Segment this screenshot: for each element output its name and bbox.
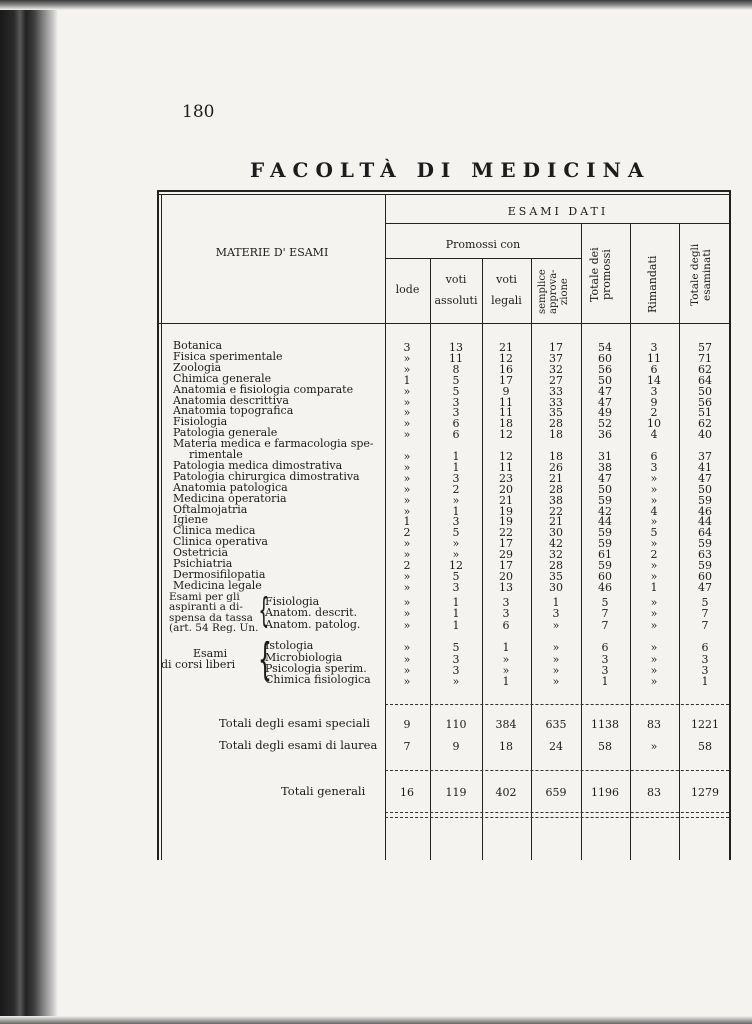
table-cell: 31 bbox=[598, 450, 612, 463]
table-cell: 3 bbox=[552, 607, 560, 621]
row-label: Fisica sperimentale bbox=[173, 349, 283, 363]
table-cell: 1 bbox=[452, 504, 460, 518]
table-cell: » bbox=[403, 675, 411, 689]
table-cell: 18 bbox=[499, 417, 513, 431]
table-cell: 42 bbox=[598, 504, 612, 518]
row-label: Patologia medica dimostrativa bbox=[173, 458, 343, 472]
table-cell: 16 bbox=[400, 786, 414, 799]
table-cell: » bbox=[650, 607, 658, 621]
table-cell: 6 bbox=[650, 450, 658, 463]
table-cell: 3 bbox=[502, 607, 510, 621]
table-cell: » bbox=[403, 450, 411, 463]
table-cell: » bbox=[650, 652, 658, 666]
table-cell: 59 bbox=[598, 493, 612, 507]
table-cell: 59 bbox=[598, 526, 612, 540]
table-cell: 47 bbox=[598, 384, 612, 398]
group-row-label: Istologia bbox=[265, 639, 314, 653]
table-cell: 5 bbox=[452, 641, 460, 655]
table-cell: » bbox=[452, 537, 460, 551]
table-cell: » bbox=[650, 569, 658, 583]
table-cell: 3 bbox=[650, 384, 658, 398]
table-cell: » bbox=[650, 559, 658, 572]
table-cell: 63 bbox=[698, 548, 712, 562]
table-cell: » bbox=[650, 595, 658, 609]
group-row-label: Microbiologia bbox=[265, 650, 343, 664]
table-cell: 11 bbox=[647, 351, 661, 365]
table-cell: 19 bbox=[499, 515, 513, 529]
table-cell: 21 bbox=[549, 471, 563, 485]
table-cell: » bbox=[403, 384, 411, 398]
table-cell: 1 bbox=[452, 607, 460, 621]
table-cell: 16 bbox=[499, 362, 513, 376]
header-voti-legali-1: voti bbox=[496, 273, 517, 286]
group-row-label: Anatom. descrit. bbox=[265, 606, 358, 620]
table-cell: 7 bbox=[701, 618, 709, 632]
table-cell: 61 bbox=[598, 548, 612, 562]
group-description: di corsi liberi bbox=[161, 658, 236, 672]
table-cell: 3 bbox=[650, 341, 658, 354]
table-cell: 9 bbox=[403, 718, 411, 731]
table-rule bbox=[385, 704, 729, 705]
table-cell: 18 bbox=[549, 428, 563, 442]
table-cell: 659 bbox=[545, 786, 567, 799]
table-cell: 14 bbox=[647, 373, 661, 387]
table-cell: 56 bbox=[598, 362, 612, 376]
header-voti-assoluti-2: assoluti bbox=[434, 294, 478, 307]
row-label: Zoologia bbox=[173, 360, 222, 374]
table-cell: 3 bbox=[650, 460, 658, 474]
table-cell: » bbox=[403, 595, 411, 609]
table-cell: 50 bbox=[698, 482, 712, 496]
row-label: Clinica medica bbox=[173, 524, 256, 538]
table-top-rule bbox=[157, 190, 731, 192]
table-cell: 384 bbox=[495, 718, 517, 731]
row-label: Anatomia topografica bbox=[173, 404, 294, 418]
row-label: Anatomia descrittiva bbox=[173, 393, 289, 407]
table-cell: 6 bbox=[650, 362, 658, 376]
table-cell: 119 bbox=[445, 786, 467, 799]
table-cell: 17 bbox=[499, 537, 513, 551]
table-cell: 17 bbox=[549, 341, 563, 354]
table-cell: 20 bbox=[499, 569, 513, 583]
table-cell: 18 bbox=[499, 740, 513, 753]
table-cell: » bbox=[403, 607, 411, 621]
table-cell: 38 bbox=[549, 493, 563, 507]
table-cell: » bbox=[650, 482, 658, 496]
table-cell: » bbox=[552, 652, 560, 666]
table-cell: 1 bbox=[701, 675, 709, 689]
table-cell: 4 bbox=[650, 504, 658, 518]
table-cell: » bbox=[403, 471, 411, 485]
table-cell: 58 bbox=[698, 740, 712, 753]
table-cell: 52 bbox=[598, 417, 612, 431]
table-cell: 64 bbox=[698, 373, 712, 387]
table-cell: 33 bbox=[549, 395, 563, 409]
group-row-label: Chimica fisiologica bbox=[265, 673, 371, 687]
row-label: rimentale bbox=[189, 448, 243, 461]
table-cell: 1 bbox=[452, 460, 460, 474]
header-voti-legali-2: legali bbox=[491, 294, 522, 307]
table-cell: 6 bbox=[452, 428, 460, 442]
table-cell: 5 bbox=[452, 373, 460, 387]
row-label: Botanica bbox=[173, 339, 223, 352]
table-cell: 6 bbox=[701, 641, 709, 655]
table-cell: » bbox=[403, 652, 411, 666]
table-cell: 8 bbox=[452, 362, 460, 376]
header-lode: lode bbox=[395, 283, 420, 296]
group-row-label: Psicologia sperim. bbox=[265, 661, 367, 675]
table-cell: » bbox=[552, 663, 560, 677]
table-cell: 22 bbox=[499, 526, 513, 540]
table-cell: 38 bbox=[598, 460, 612, 474]
table-cell: 4 bbox=[650, 428, 658, 442]
table-cell: 9 bbox=[650, 395, 658, 409]
table-cell: » bbox=[403, 618, 411, 632]
table-cell: 1 bbox=[403, 515, 411, 529]
table-cell: » bbox=[403, 362, 411, 376]
row-label: Psichiatria bbox=[173, 557, 233, 570]
table-cell: 18 bbox=[549, 450, 563, 463]
row-label: Igiene bbox=[173, 513, 209, 527]
table-cell: 13 bbox=[449, 341, 463, 354]
table-cell: » bbox=[650, 493, 658, 507]
table-cell: 3 bbox=[701, 663, 709, 677]
header-esami-dati: ESAMI DATI bbox=[507, 205, 609, 218]
table-cell: » bbox=[403, 504, 411, 518]
table-cell: » bbox=[552, 641, 560, 655]
table-cell: 71 bbox=[698, 351, 712, 365]
table-cell: 24 bbox=[549, 740, 563, 753]
table-right-rule bbox=[729, 190, 731, 860]
table-cell: 12 bbox=[499, 428, 513, 442]
table-cell: 50 bbox=[598, 373, 612, 387]
table-cell: 30 bbox=[549, 526, 563, 540]
row-label: Oftalmojatria bbox=[173, 502, 248, 516]
table-cell: 2 bbox=[650, 548, 658, 562]
table-cell: 29 bbox=[499, 548, 513, 562]
col-divider bbox=[630, 223, 631, 860]
table-cell: 17 bbox=[499, 559, 513, 572]
table-cell: 9 bbox=[502, 384, 510, 398]
table-cell: 11 bbox=[499, 395, 513, 409]
table-cell: 635 bbox=[545, 718, 567, 731]
header-promossi-con: Promossi con bbox=[445, 238, 521, 251]
table-cell: » bbox=[552, 675, 560, 689]
table-cell: 32 bbox=[549, 548, 563, 562]
table-cell: 54 bbox=[598, 341, 612, 354]
page-number: 180 bbox=[182, 102, 215, 122]
table-cell: 47 bbox=[598, 471, 612, 485]
table-cell: 49 bbox=[598, 406, 612, 420]
table-cell: 7 bbox=[601, 607, 609, 621]
table-cell: 3 bbox=[452, 663, 460, 677]
table-cell: 50 bbox=[598, 482, 612, 496]
table-cell: 3 bbox=[502, 595, 510, 609]
table-cell: 59 bbox=[598, 537, 612, 551]
table-cell: » bbox=[403, 580, 411, 594]
total-label: Totali degli esami speciali bbox=[219, 716, 370, 730]
table-cell: 20 bbox=[499, 482, 513, 496]
table-cell: » bbox=[403, 537, 411, 551]
group-description: Esami per gli bbox=[169, 590, 240, 603]
table-cell: 44 bbox=[598, 515, 612, 529]
table-cell: » bbox=[403, 406, 411, 420]
table-cell: 7 bbox=[601, 618, 609, 632]
table-cell: 12 bbox=[499, 351, 513, 365]
table-cell: 35 bbox=[549, 569, 563, 583]
table-cell: 1279 bbox=[691, 786, 719, 799]
book-binding bbox=[0, 0, 58, 1024]
table-cell: 47 bbox=[598, 395, 612, 409]
table-cell: 5 bbox=[452, 526, 460, 540]
table-cell: 60 bbox=[598, 351, 612, 365]
table-cell: 64 bbox=[698, 526, 712, 540]
table-cell: » bbox=[650, 537, 658, 551]
table-cell: 1 bbox=[403, 373, 411, 387]
table-cell: 35 bbox=[549, 406, 563, 420]
table-cell: 5 bbox=[650, 526, 658, 540]
table-cell: » bbox=[403, 641, 411, 655]
row-label: Fisiologia bbox=[173, 415, 228, 429]
table-cell: 9 bbox=[452, 740, 460, 753]
table-cell: » bbox=[403, 548, 411, 562]
promossi-con-rule bbox=[385, 258, 581, 259]
table-cell: 3 bbox=[452, 652, 460, 666]
table-cell: 3 bbox=[601, 652, 609, 666]
table-cell: 56 bbox=[698, 395, 712, 409]
table-cell: 26 bbox=[549, 460, 563, 474]
page-bottom-edge bbox=[0, 1016, 752, 1024]
table-rule bbox=[385, 770, 729, 771]
table-cell: » bbox=[650, 675, 658, 689]
table-cell: 12 bbox=[449, 559, 463, 572]
row-label: Anatomia patologica bbox=[173, 480, 288, 494]
table-cell: » bbox=[403, 417, 411, 431]
table-cell: 57 bbox=[698, 341, 712, 354]
table-cell: 1 bbox=[502, 675, 510, 689]
table-cell: 37 bbox=[549, 351, 563, 365]
page-top-edge bbox=[0, 0, 752, 10]
table-cell: 12 bbox=[499, 450, 513, 463]
table-cell: 83 bbox=[647, 786, 661, 799]
table-cell: 33 bbox=[549, 384, 563, 398]
table-cell: 13 bbox=[499, 580, 513, 594]
table-cell: 42 bbox=[549, 537, 563, 551]
table-cell: » bbox=[650, 740, 658, 753]
table-cell: » bbox=[650, 471, 658, 485]
table-cell: 51 bbox=[698, 406, 712, 420]
table-cell: » bbox=[552, 618, 560, 632]
table-cell: 6 bbox=[601, 641, 609, 655]
brace-symbol: { bbox=[258, 634, 272, 686]
table-cell: 1 bbox=[452, 618, 460, 632]
table-cell: 28 bbox=[549, 417, 563, 431]
table-cell: 6 bbox=[452, 417, 460, 431]
header-materie: MATERIE D' ESAMI bbox=[215, 246, 329, 259]
table-cell: 402 bbox=[495, 786, 517, 799]
table-cell: » bbox=[403, 460, 411, 474]
group-row-label: Anatom. patolog. bbox=[265, 617, 361, 631]
table-cell: 40 bbox=[698, 428, 712, 442]
total-label: Totali generali bbox=[281, 784, 366, 798]
table-cell: 1 bbox=[452, 595, 460, 609]
table-cell: 59 bbox=[598, 559, 612, 572]
table-cell: 5 bbox=[452, 384, 460, 398]
table-cell: 60 bbox=[598, 569, 612, 583]
group-description: Esami bbox=[193, 647, 228, 661]
header-rimandati: Rimandati bbox=[646, 255, 659, 313]
group-description: (art. 54 Reg. Un. bbox=[169, 622, 259, 635]
table-cell: 21 bbox=[499, 493, 513, 507]
table-cell: 1 bbox=[601, 675, 609, 689]
table-cell: 22 bbox=[549, 504, 563, 518]
header-bottom-rule bbox=[157, 323, 731, 324]
group-row-label: Fisiologia bbox=[265, 594, 320, 608]
table-cell: 58 bbox=[598, 740, 612, 753]
table-cell: » bbox=[650, 618, 658, 632]
table-cell: » bbox=[403, 663, 411, 677]
table-cell: 62 bbox=[698, 417, 712, 431]
header-totale-promossi: Totale dei promossi bbox=[588, 247, 613, 303]
table-cell: » bbox=[403, 351, 411, 365]
table-cell: 83 bbox=[647, 718, 661, 731]
table-cell: 59 bbox=[698, 493, 712, 507]
table-cell: » bbox=[650, 515, 658, 529]
table-cell: 28 bbox=[549, 482, 563, 496]
table-cell: 27 bbox=[549, 373, 563, 387]
table-cell: 3 bbox=[452, 515, 460, 529]
table-cell: » bbox=[452, 675, 460, 689]
table-cell: 11 bbox=[499, 406, 513, 420]
table-left-rule-thin bbox=[161, 194, 162, 860]
table-cell: 1138 bbox=[591, 718, 619, 731]
table-cell: 30 bbox=[549, 580, 563, 594]
table-cell: 59 bbox=[698, 559, 712, 572]
brace-symbol: { bbox=[258, 590, 270, 631]
table-cell: 46 bbox=[698, 504, 712, 518]
table-cell: 37 bbox=[698, 450, 712, 463]
table-cell: 2 bbox=[650, 406, 658, 420]
table-cell: 7 bbox=[701, 607, 709, 621]
table-cell: » bbox=[403, 493, 411, 507]
total-label: Totali degli esami di laurea bbox=[219, 738, 378, 752]
row-label: Medicina operatoria bbox=[173, 491, 287, 505]
col-divider bbox=[679, 223, 680, 860]
table-cell: 10 bbox=[647, 417, 661, 431]
table-cell: 47 bbox=[698, 471, 712, 485]
table-cell: » bbox=[403, 482, 411, 496]
row-label: Clinica operativa bbox=[173, 535, 268, 549]
table-cell: 7 bbox=[403, 740, 411, 753]
table-left-rule bbox=[157, 190, 159, 860]
row-label: Patologia chirurgica dimostrativa bbox=[173, 469, 360, 483]
table-cell: 41 bbox=[698, 460, 712, 474]
table-cell: 6 bbox=[502, 618, 510, 632]
table-cell: 36 bbox=[598, 428, 612, 442]
row-label: Ostetricia bbox=[173, 546, 229, 560]
row-label: Patologia generale bbox=[173, 426, 278, 440]
group-description: aspiranti a di- bbox=[169, 601, 243, 614]
table-cell: 21 bbox=[499, 341, 513, 354]
table-rule bbox=[385, 817, 729, 818]
table-cell: » bbox=[502, 663, 510, 677]
page-title: FACOLTÀ DI MEDICINA bbox=[250, 158, 651, 182]
row-label: Materia medica e farmacologia spe- bbox=[173, 437, 374, 451]
table-cell: » bbox=[452, 493, 460, 507]
table-cell: 3 bbox=[403, 341, 411, 354]
table-cell: 44 bbox=[698, 515, 712, 529]
table-cell: 1 bbox=[552, 595, 560, 609]
data-table bbox=[157, 190, 731, 860]
table-cell: » bbox=[650, 663, 658, 677]
table-cell: 2 bbox=[403, 526, 411, 540]
table-cell: 50 bbox=[698, 384, 712, 398]
table-cell: 62 bbox=[698, 362, 712, 376]
table-cell: 5 bbox=[701, 595, 709, 609]
table-cell: » bbox=[650, 641, 658, 655]
header-voti-assoluti-1: voti bbox=[445, 273, 467, 286]
table-cell: 32 bbox=[549, 362, 563, 376]
table-cell: 11 bbox=[449, 351, 463, 365]
header-totale-esaminati: Totale degli esaminati bbox=[689, 243, 713, 307]
table-cell: 1196 bbox=[591, 786, 619, 799]
table-cell: 1 bbox=[650, 580, 658, 594]
table-cell: 1 bbox=[452, 450, 460, 463]
table-cell: » bbox=[403, 395, 411, 409]
table-cell: 1 bbox=[502, 641, 510, 655]
header-semplice-approvazione: semplice approva- zione bbox=[537, 269, 570, 315]
row-label: Dermosifilopatia bbox=[173, 567, 266, 581]
table-cell: 23 bbox=[499, 471, 513, 485]
table-cell: 47 bbox=[698, 580, 712, 594]
table-cell: 59 bbox=[698, 537, 712, 551]
table-cell: 60 bbox=[698, 569, 712, 583]
table-cell: 110 bbox=[445, 718, 467, 731]
table-cell: 3 bbox=[452, 580, 460, 594]
table-top-rule-thin bbox=[157, 194, 731, 195]
table-cell: 19 bbox=[499, 504, 513, 518]
table-cell: 2 bbox=[403, 559, 411, 572]
table-rule bbox=[385, 812, 729, 813]
col-divider bbox=[581, 223, 582, 860]
table-cell: 3 bbox=[601, 663, 609, 677]
table-cell: 3 bbox=[452, 395, 460, 409]
table-cell: 11 bbox=[499, 460, 513, 474]
table-cell: 17 bbox=[499, 373, 513, 387]
table-cell: » bbox=[403, 428, 411, 442]
table-cell: 3 bbox=[701, 652, 709, 666]
table-cell: 5 bbox=[452, 569, 460, 583]
table-cell: 3 bbox=[452, 471, 460, 485]
table-cell: » bbox=[403, 569, 411, 583]
row-label: Anatomia e fisiologia comparate bbox=[173, 382, 354, 396]
table-cell: 1221 bbox=[691, 718, 719, 731]
table-cell: 2 bbox=[452, 482, 460, 496]
row-label: Medicina legale bbox=[173, 578, 262, 592]
table-cell: 3 bbox=[452, 406, 460, 420]
table-cell: 21 bbox=[549, 515, 563, 529]
row-label: Chimica generale bbox=[173, 371, 272, 385]
table-cell: 5 bbox=[601, 595, 609, 609]
table-cell: » bbox=[452, 548, 460, 562]
table-cell: 28 bbox=[549, 559, 563, 572]
group-description: spensa da tassa bbox=[169, 611, 253, 624]
table-cell: » bbox=[502, 652, 510, 666]
table-cell: 46 bbox=[598, 580, 612, 594]
